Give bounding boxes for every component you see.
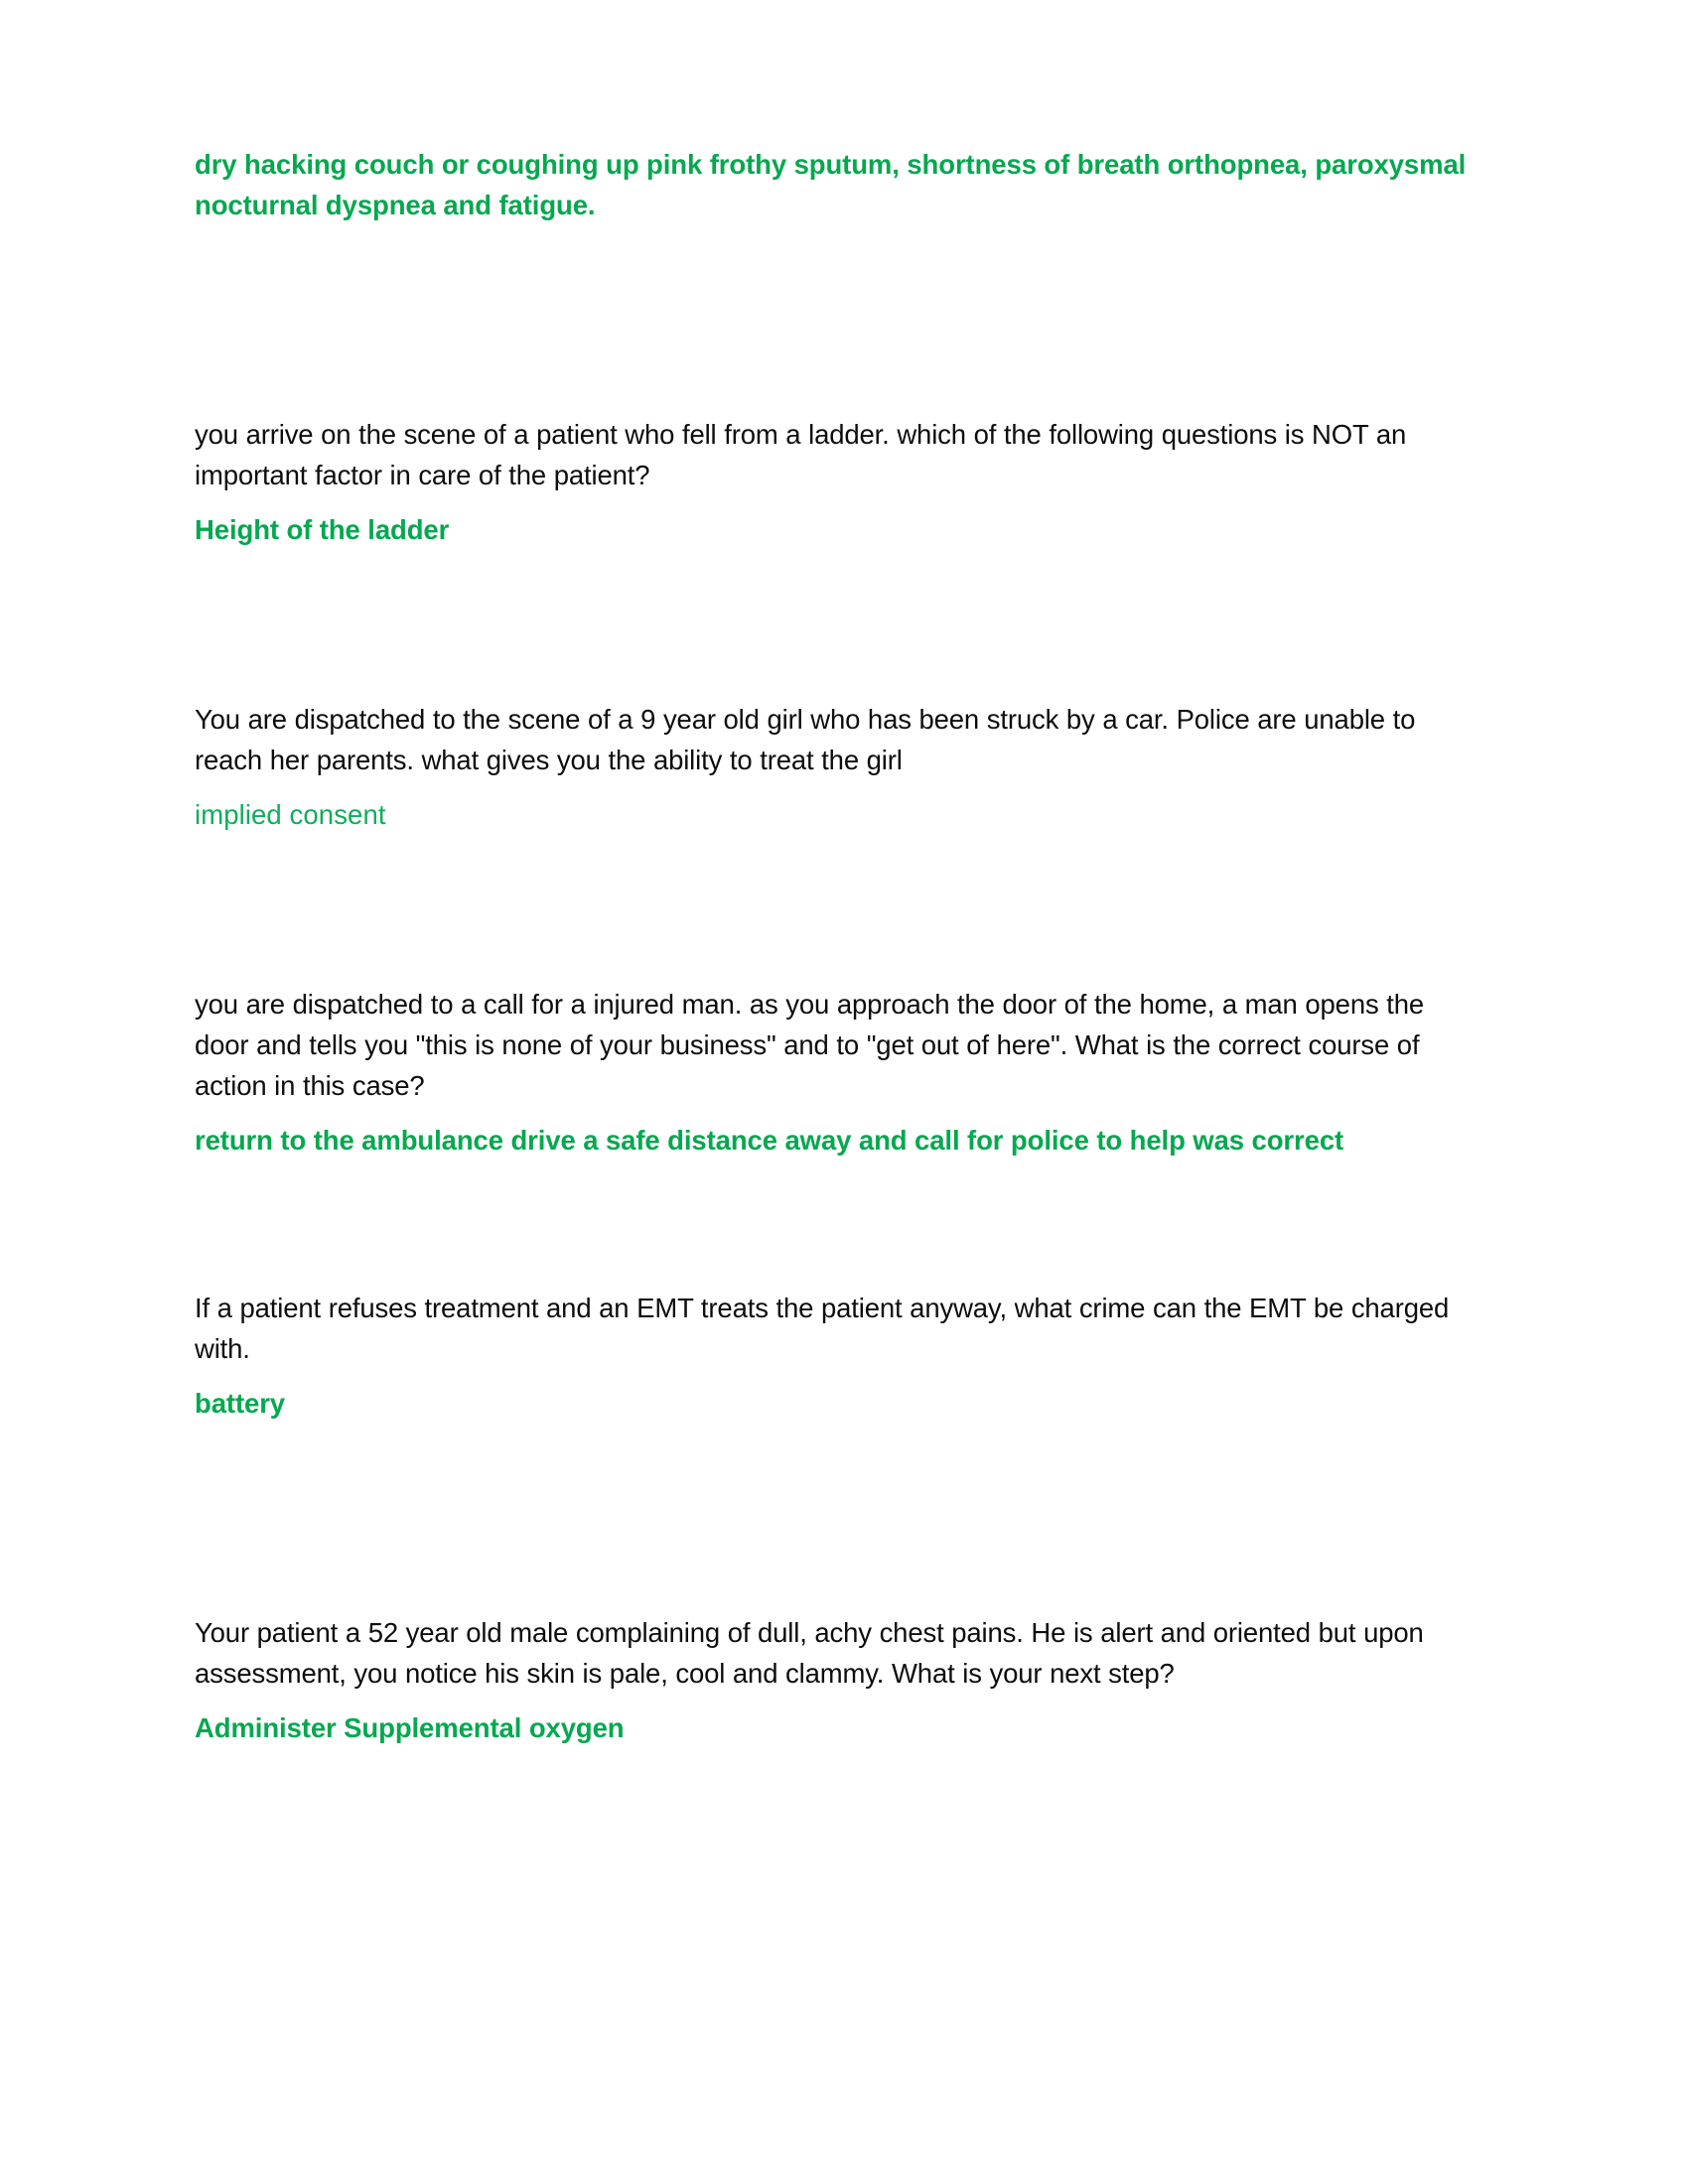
qa-block-fell-from-ladder	[195, 414, 1470, 550]
block-gap-4	[195, 1160, 1470, 1288]
block-gap-3	[195, 835, 1470, 984]
answer-text-pulmonary-edema-signs: dry hacking couch or coughing up pink frothy sputum, shortness of breath orthopnea, paroxysmal nocturnal dyspnea and fatigue.	[195, 149, 1467, 220]
qa-inner-gap-5	[195, 1369, 1470, 1383]
qa-inner-gap-4	[195, 1106, 1470, 1120]
answer-text-chest-pain-next-step: Administer Supplemental oxygen	[195, 1712, 625, 1743]
top-spacer	[195, 0, 1470, 144]
qa-block-chest-pain-next-step	[195, 1612, 1470, 1748]
question-text-child-struck-by-car: You are dispatched to the scene of a 9 year old girl who has been struck by a car. Police are unable to reach her parents. what gives you the ability to treat the girl	[195, 704, 1416, 775]
question-text-chest-pain-next-step: Your patient a 52 year old male complaining of dull, achy chest pains. He is alert and oriented but upon assessment, you notice his skin is pale, cool and clammy. What is your next step?	[195, 1617, 1424, 1689]
answer-text-treating-against-refusal: battery	[195, 1388, 285, 1419]
qa-block-treating-against-refusal	[195, 1288, 1470, 1424]
document-content-column	[195, 0, 1470, 1748]
answer-text-child-struck-by-car: implied consent	[195, 799, 386, 830]
qa-block-hostile-bystander	[195, 984, 1470, 1160]
question-text-treating-against-refusal: If a patient refuses treatment and an EMT treats the patient anyway, what crime can the EMT be charged with.	[195, 1293, 1450, 1364]
question-text-hostile-bystander: you are dispatched to a call for a injured man. as you approach the door of the home, a man opens the door and tells you "this is none of your business" and to "get out of here". What is the correct course of action in this case?	[195, 989, 1425, 1101]
question-text-fell-from-ladder: you arrive on the scene of a patient who fell from a ladder. which of the following questions is NOT an important factor in care of the patient?	[195, 419, 1407, 490]
answer-text-hostile-bystander: return to the ambulance drive a safe distance away and call for police to help was correct	[195, 1125, 1344, 1156]
qa-inner-gap-6	[195, 1694, 1470, 1707]
block-gap-5	[195, 1424, 1470, 1612]
block-gap-2	[195, 550, 1470, 699]
qa-block-pulmonary-edema-signs	[195, 144, 1470, 225]
block-gap-1	[195, 225, 1470, 414]
qa-inner-gap-3	[195, 780, 1470, 794]
qa-block-child-struck-by-car	[195, 699, 1470, 835]
answer-text-fell-from-ladder: Height of the ladder	[195, 514, 450, 545]
qa-inner-gap-2	[195, 495, 1470, 509]
